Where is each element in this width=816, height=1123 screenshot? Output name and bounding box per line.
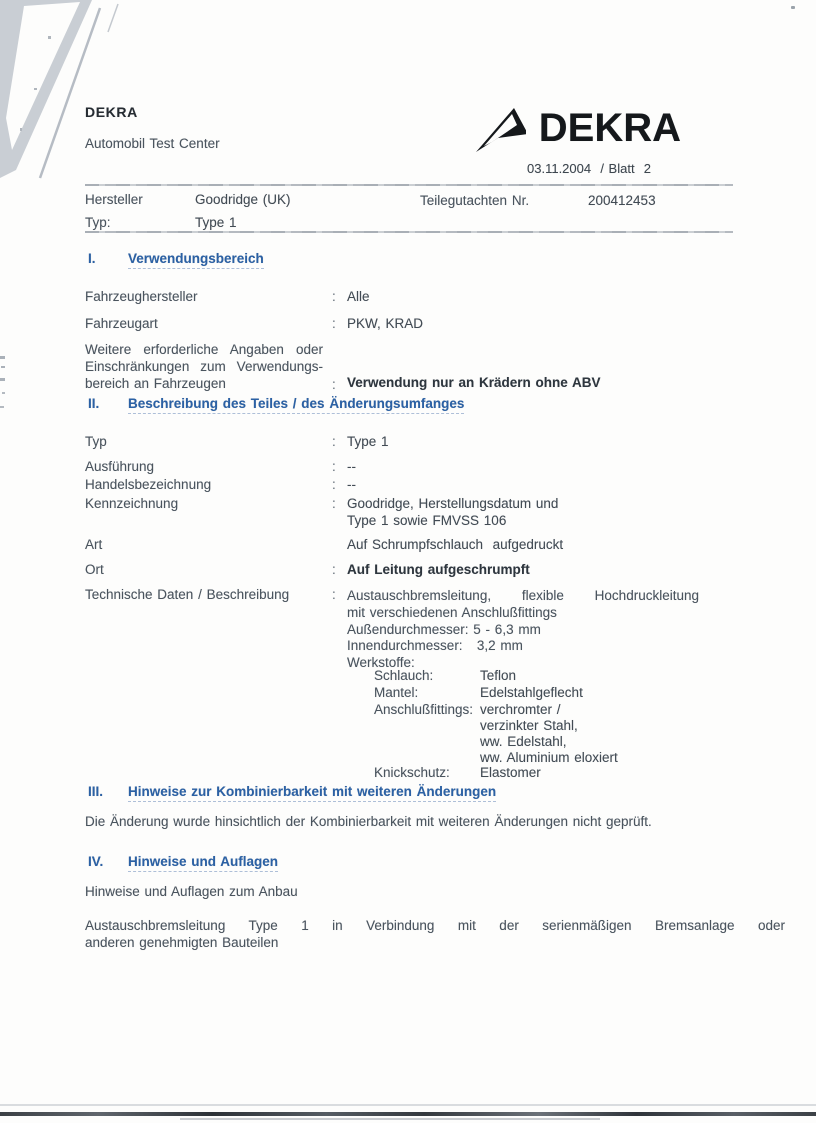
section2-title: Beschreibung des Teiles / des Änderungsumfanges bbox=[128, 396, 464, 414]
section2-number: II. bbox=[88, 396, 100, 411]
fahrzeugart-label: Fahrzeugart bbox=[85, 316, 158, 331]
fahrzeughersteller-label: Fahrzeughersteller bbox=[85, 289, 198, 304]
anschlussfittings-label: Anschlußfittings: bbox=[374, 702, 474, 717]
verwendungsbereich-note-line1: Weitere erforderliche Angaben oder bbox=[85, 342, 323, 357]
ausfuehrung-value: -- bbox=[347, 459, 356, 474]
anschlussfittings-value-line1: verchromter / bbox=[480, 702, 561, 717]
dekra-logo-arrow-icon bbox=[474, 104, 526, 156]
ort-label: Ort bbox=[85, 562, 104, 577]
dekra-logo-text: DEKRA bbox=[538, 106, 681, 150]
header-rule-top bbox=[85, 184, 733, 186]
verwendung-restriction-value: Verwendung nur an Krädern ohne ABV bbox=[347, 375, 601, 390]
mantel-label: Mantel: bbox=[374, 685, 419, 700]
scan-bottom-trailing-line bbox=[180, 1118, 600, 1120]
ausfuehrung-label: Ausführung bbox=[85, 459, 155, 474]
colon: : bbox=[332, 459, 336, 474]
colon: : bbox=[332, 377, 336, 392]
section1-title: Verwendungsbereich bbox=[128, 251, 264, 269]
ort-value: Auf Leitung aufgeschrumpft bbox=[347, 562, 530, 577]
art-label: Art bbox=[85, 537, 103, 552]
section3-number: III. bbox=[88, 784, 104, 799]
scan-bottom-faint-line bbox=[0, 1104, 816, 1106]
knickschutz-value: Elastomer bbox=[480, 765, 541, 780]
scan-bottom-line bbox=[0, 1112, 816, 1116]
colon: : bbox=[332, 587, 336, 602]
company-name: DEKRA bbox=[85, 104, 138, 120]
scan-speckle bbox=[791, 6, 795, 9]
techdaten-line2: mit verschiedenen Anschlußfittings bbox=[347, 605, 557, 620]
verwendungsbereich-note-line2: Einschränkungen zum Verwendungs- bbox=[85, 359, 323, 374]
hersteller-label: Hersteller bbox=[85, 192, 143, 207]
date-and-sheet: 03.11.2004 / Blatt 2 bbox=[527, 161, 652, 176]
verwendungsbereich-note-line3: bereich an Fahrzeugen bbox=[85, 376, 226, 391]
knickschutz-label: Knickschutz: bbox=[374, 765, 450, 780]
schlauch-label: Schlauch: bbox=[374, 668, 434, 683]
handelsbezeichnung-value: -- bbox=[347, 477, 356, 492]
section4-number: IV. bbox=[88, 854, 104, 869]
anschlussfittings-value-line4: ww. Aluminium eloxiert bbox=[480, 750, 618, 765]
kennzeichnung-value-line1: Goodridge, Herstellungsdatum und bbox=[347, 496, 559, 511]
section4-paragraph2-line1: Austauschbremsleitung Type 1 in Verbindung mit der serienmäßigen Bremsanlage oder bbox=[85, 918, 785, 933]
fahrzeughersteller-value: Alle bbox=[347, 289, 370, 304]
colon: : bbox=[332, 316, 336, 331]
dekra-logo bbox=[474, 104, 681, 156]
kennzeichnung-value-line2: Type 1 sowie FMVSS 106 bbox=[347, 513, 507, 528]
techdaten-line5: Werkstoffe: bbox=[347, 655, 415, 670]
colon: : bbox=[332, 477, 336, 492]
colon: : bbox=[332, 289, 336, 304]
typ-meta-label: Typ: bbox=[85, 215, 111, 230]
colon: : bbox=[332, 562, 336, 577]
anschlussfittings-value-line2: verzinkter Stahl, bbox=[480, 718, 578, 733]
art-value: Auf Schrumpfschlauch aufgedruckt bbox=[347, 537, 564, 552]
section4-paragraph1: Hinweise und Auflagen zum Anbau bbox=[85, 884, 298, 899]
techdaten-line4: Innendurchmesser: 3,2 mm bbox=[347, 638, 523, 653]
hersteller-value: Goodridge (UK) bbox=[195, 192, 291, 207]
teilegutachten-label: Teilegutachten Nr. bbox=[420, 193, 530, 208]
section1-number: I. bbox=[88, 251, 96, 266]
header-rule-bottom bbox=[85, 231, 733, 233]
colon: : bbox=[332, 496, 336, 511]
section4-title: Hinweise und Auflagen bbox=[128, 854, 278, 872]
mantel-value: Edelstahlgeflecht bbox=[480, 685, 583, 700]
techdaten-line1: Austauschbremsleitung, flexible Hochdruckleitung bbox=[347, 588, 699, 603]
fahrzeugart-value: PKW, KRAD bbox=[347, 316, 424, 331]
colon: : bbox=[332, 434, 336, 449]
section3-title: Hinweise zur Kombinierbarkeit mit weiteren Änderungen bbox=[128, 784, 496, 802]
techdaten-label: Technische Daten / Beschreibung bbox=[85, 587, 290, 602]
handelsbezeichnung-label: Handelsbezeichnung bbox=[85, 477, 212, 492]
anschlussfittings-value-line3: ww. Edelstahl, bbox=[480, 734, 567, 749]
company-department: Automobil Test Center bbox=[85, 136, 220, 151]
schlauch-value: Teflon bbox=[480, 668, 517, 683]
typ-value: Type 1 bbox=[347, 434, 389, 449]
teilegutachten-number: 200412453 bbox=[588, 193, 656, 208]
section4-paragraph2-line2: anderen genehmigten Bauteilen bbox=[85, 935, 279, 950]
typ-label: Typ bbox=[85, 434, 107, 449]
typ-meta-value: Type 1 bbox=[195, 215, 237, 230]
section3-body: Die Änderung wurde hinsichtlich der Kombinierbarkeit mit weiteren Änderungen nicht geprüft. bbox=[85, 814, 652, 829]
kennzeichnung-label: Kennzeichnung bbox=[85, 496, 179, 511]
techdaten-line3: Außendurchmesser: 5 - 6,3 mm bbox=[347, 622, 541, 637]
